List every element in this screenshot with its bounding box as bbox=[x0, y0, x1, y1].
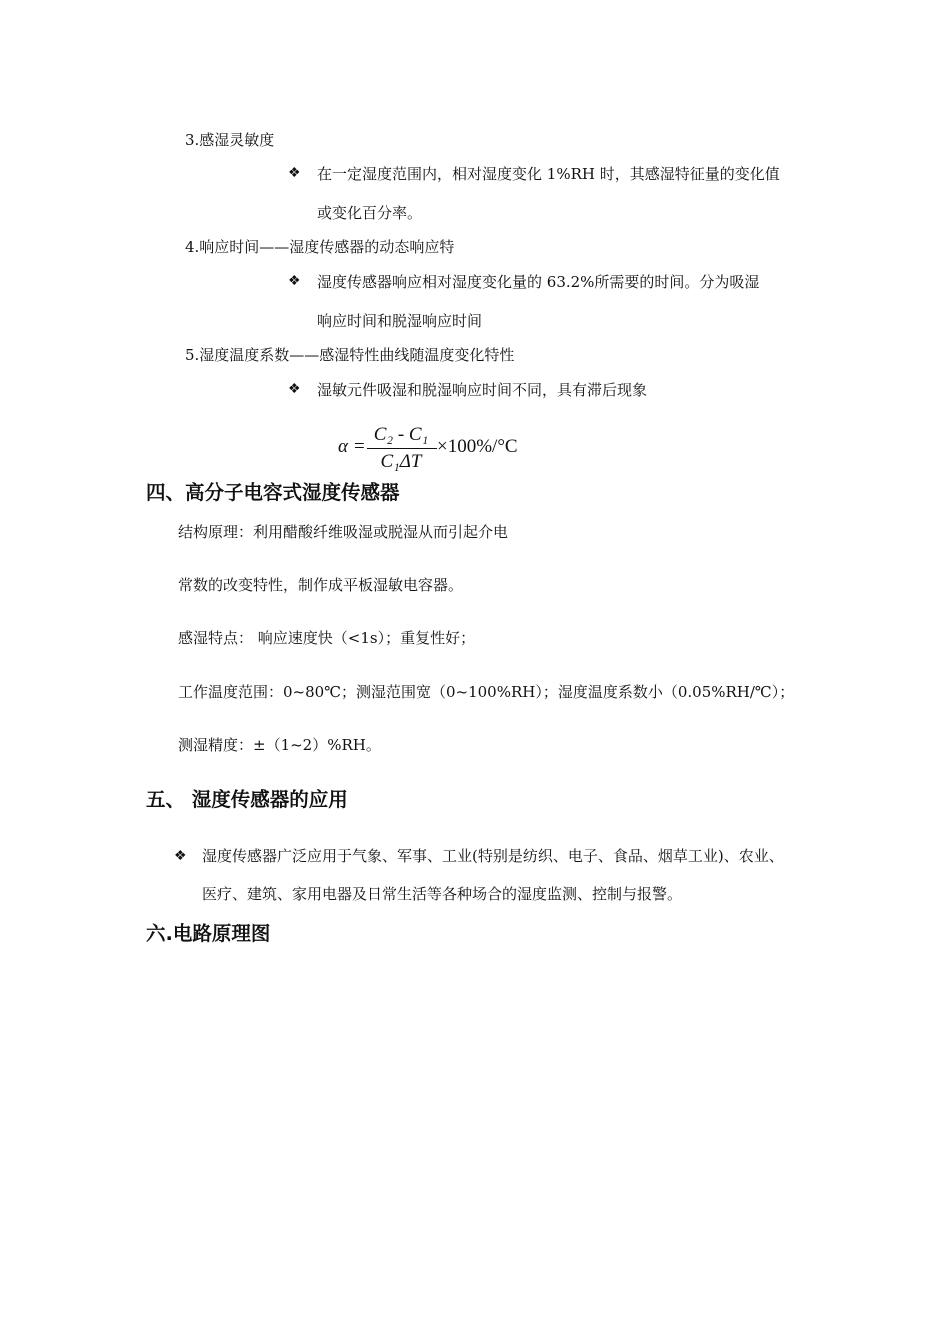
formula-fraction-line bbox=[367, 448, 437, 449]
item5-desc: 湿敏元件吸湿和脱湿响应时间不同，具有滞后现象 bbox=[317, 381, 648, 399]
item3-desc-line2: 或变化百分率。 bbox=[317, 204, 423, 222]
section5-bullet-line2: 医疗、建筑、家用电器及日常生活等各种场合的湿度监测、控制与报警。 bbox=[202, 885, 683, 903]
item5-title: 5.湿度温度系数——感湿特性曲线随温度变化特性 bbox=[185, 346, 515, 364]
bullet-icon: ❖ bbox=[288, 381, 301, 397]
section4-paragraph-2: 常数的改变特性，制作成平板湿敏电容器。 bbox=[178, 576, 464, 594]
section4-paragraph-4: 工作温度范围：0~80℃；测湿范围宽（0~100%RH）；湿度温度系数小（0.05%RH/℃）； bbox=[178, 683, 795, 701]
section4-heading: 四、高分子电容式湿度传感器 bbox=[146, 481, 400, 504]
formula-denominator: C₁ΔT bbox=[380, 451, 422, 472]
item3-title: 3.感湿灵敏度 bbox=[185, 131, 275, 149]
formula-rhs: ×100%/°C bbox=[437, 436, 518, 457]
section4-paragraph-1: 结构原理：利用醋酸纤维吸湿或脱湿从而引起介电 bbox=[178, 523, 509, 541]
formula-numerator: C₂ - C₁ bbox=[373, 424, 429, 445]
bullet-icon: ❖ bbox=[174, 848, 187, 864]
bullet-icon: ❖ bbox=[288, 273, 301, 289]
item4-desc-line1: 湿度传感器响应相对湿度变化量的 63.2%所需要的时间。分为吸湿 bbox=[317, 273, 760, 291]
item4-desc-line2: 响应时间和脱湿响应时间 bbox=[317, 312, 483, 330]
item3-desc-line1: 在一定湿度范围内，相对湿度变化 1%RH 时，其感湿特征量的变化值 bbox=[317, 165, 780, 183]
section6-heading: 六.电路原理图 bbox=[146, 922, 271, 945]
section5-heading: 五、 湿度传感器的应用 bbox=[146, 788, 348, 811]
section4-paragraph-5: 测湿精度：±（1~2）%RH。 bbox=[178, 736, 381, 754]
section5-bullet-line1: 湿度传感器广泛应用于气象、军事、工业(特别是纺织、电子、食品、烟草工业)、农业、 bbox=[202, 847, 784, 865]
formula-lhs: α = bbox=[338, 436, 366, 457]
bullet-icon: ❖ bbox=[288, 165, 301, 181]
item4-title: 4.响应时间——湿度传感器的动态响应特 bbox=[185, 238, 455, 256]
section4-paragraph-3: 感湿特点： 响应速度快（<1s）；重复性好； bbox=[178, 629, 476, 647]
